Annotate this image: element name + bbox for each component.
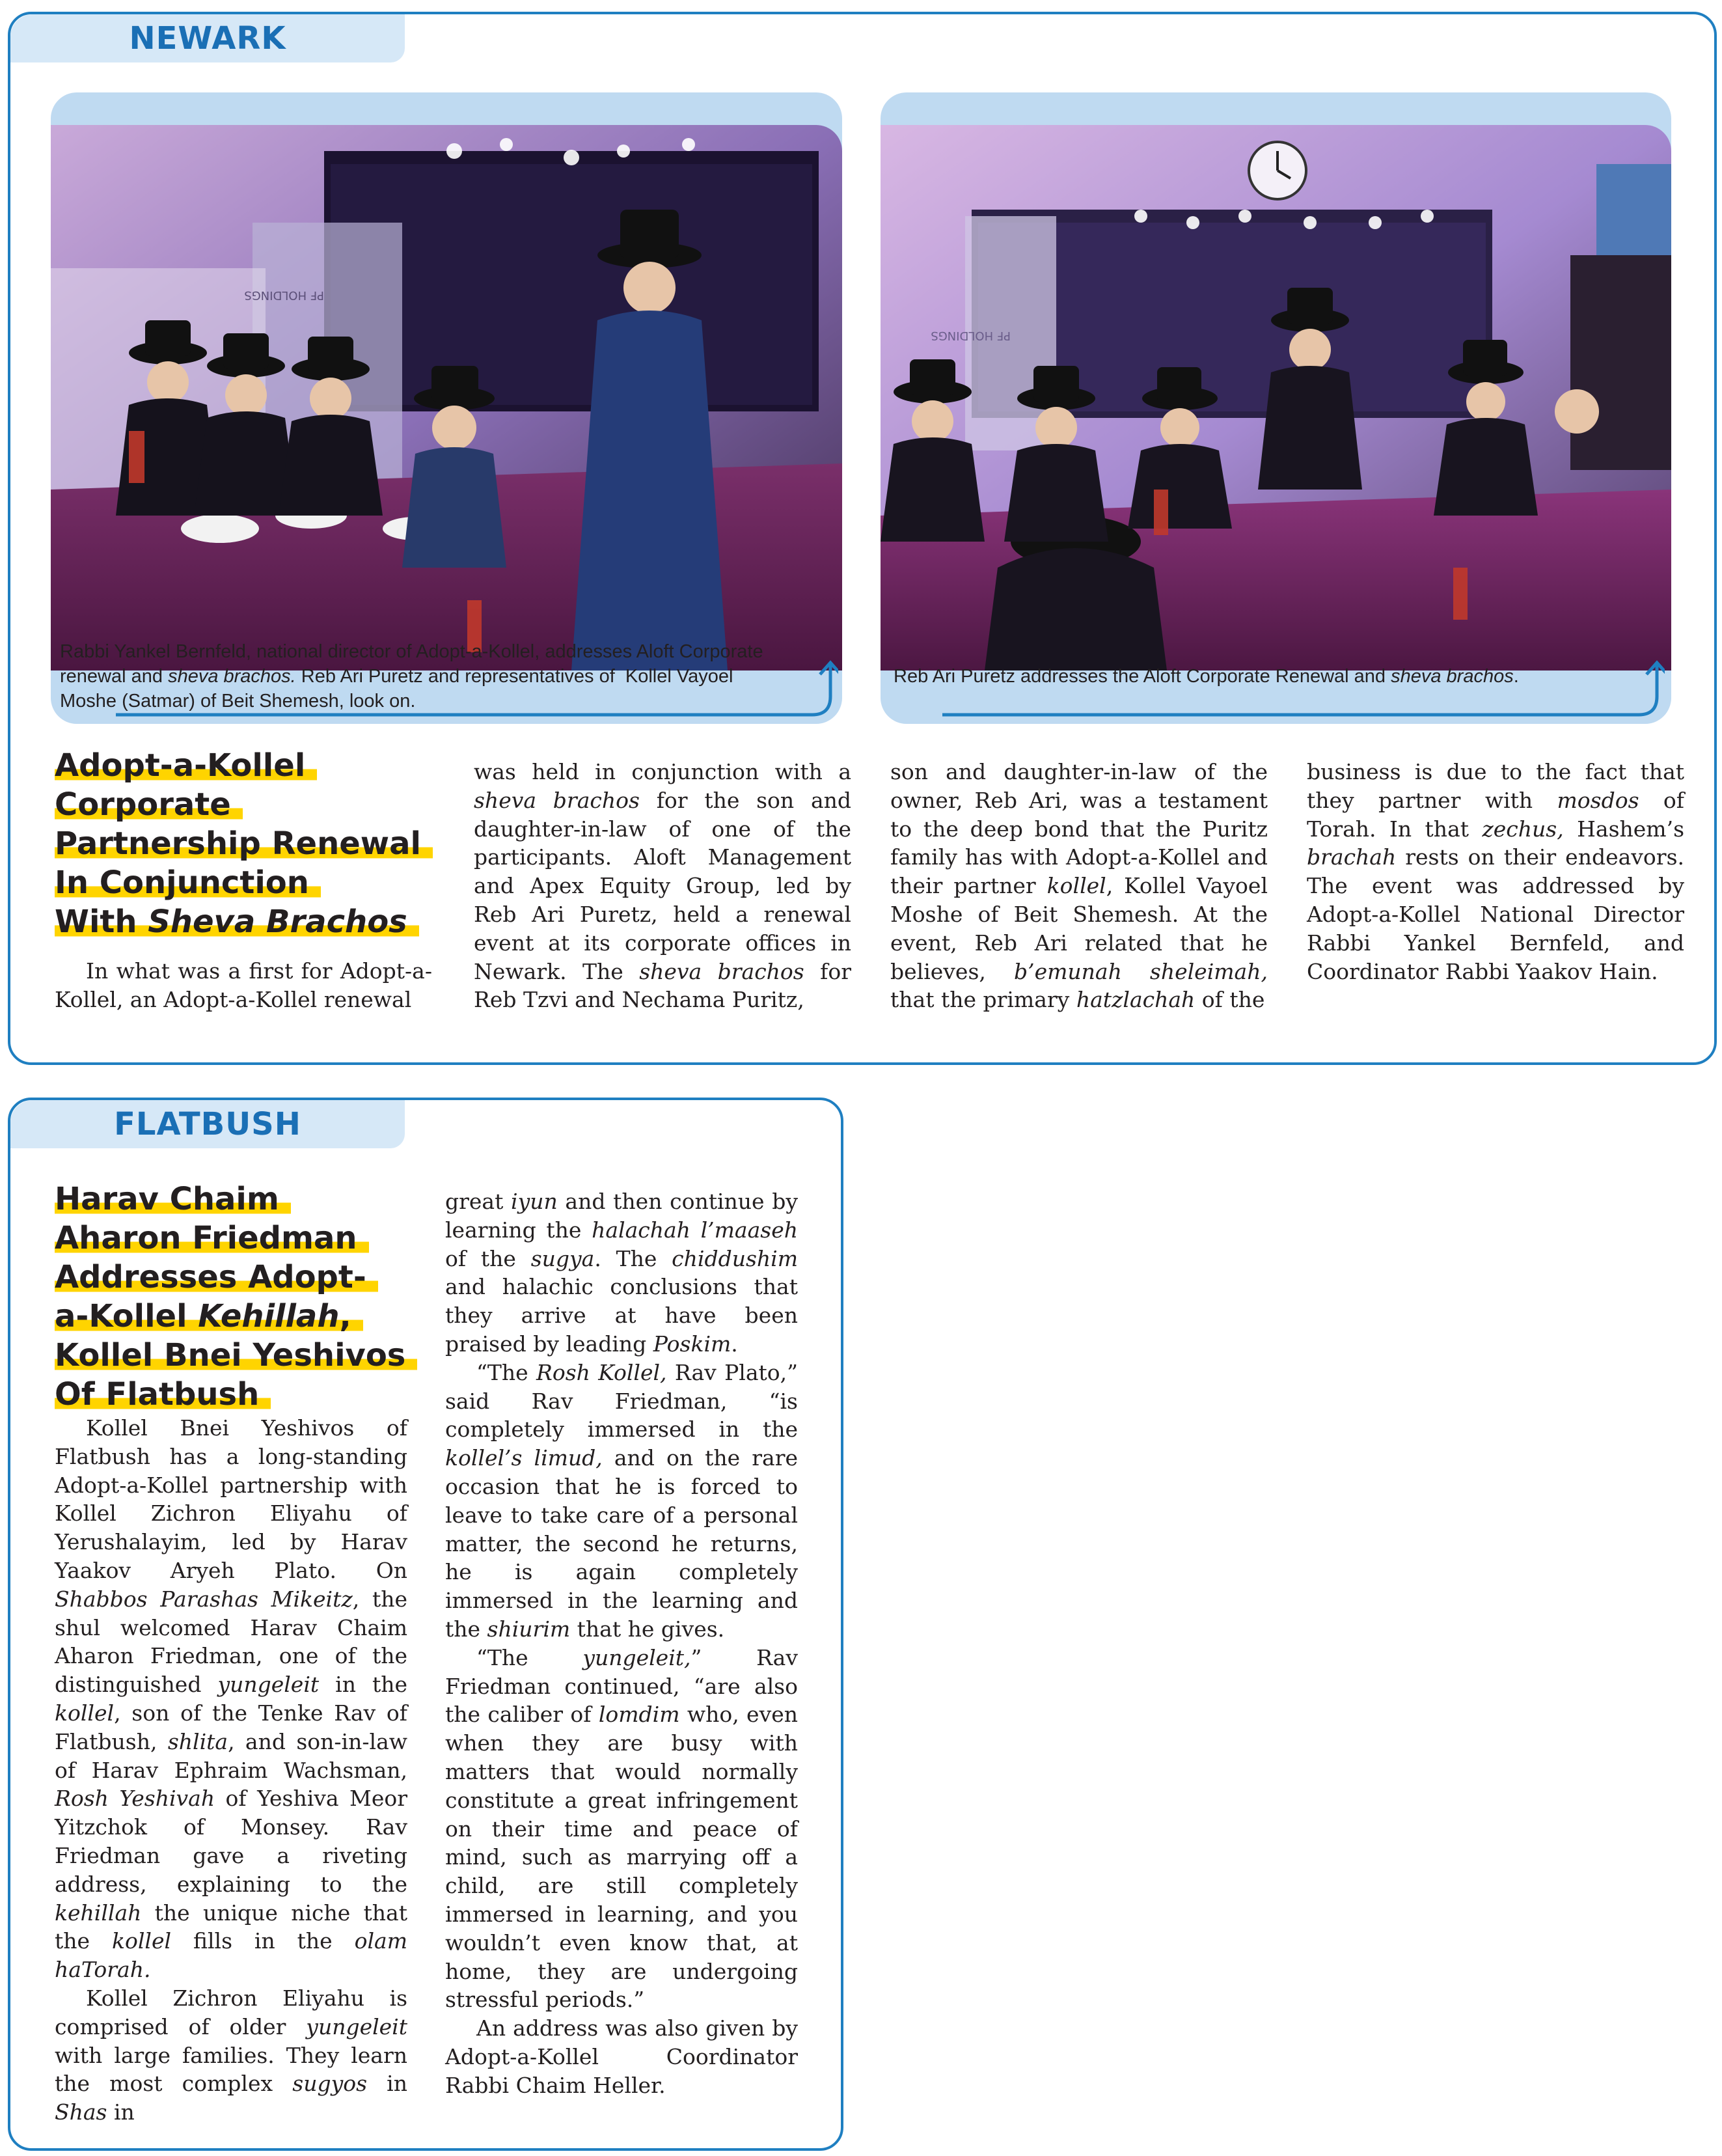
- newark-headline-line5-a: With: [55, 904, 148, 940]
- newark-headline-line4: In Conjunction: [55, 864, 321, 901]
- newark-headline-line2: Corporate: [55, 786, 243, 823]
- flatbush-tab-label: FLATBUSH: [114, 1106, 301, 1142]
- flatbush-headline-line2: Aharon Friedman: [55, 1220, 369, 1256]
- flatbush-headline-line4-c: ,: [339, 1298, 351, 1334]
- newark-tab-label: NEWARK: [129, 20, 286, 57]
- flatbush-headline-line6: Of Flatbush: [55, 1376, 271, 1413]
- newark-body-col4: business is due to the fact that they partner with mosdos of Torah. In that zechus, Hashem’s brachah rests on their endeavors. The event was addressed by Adopt-a-Kollel National Director Rabbi Yankel Bernfeld, and Coordinator Rabbi Yaakov Hain.: [1307, 759, 1684, 984]
- photo-card-right: [881, 92, 1671, 724]
- newark-section-tab: [10, 14, 405, 62]
- photo-caption-right: Reb Ari Puretz addresses the Aloft Corporate Renewal and sheva brachos.: [894, 666, 1519, 687]
- flatbush-headline-line4-a: a-Kollel: [55, 1298, 198, 1334]
- flatbush-headline: [55, 1180, 432, 1414]
- newark-body-col3: son and daughter-in-law of the owner, Reb Ari, was a testament to the deep bond that the Puritz family has with Adopt-a-Kollel and their partner kollel, Kollel Vayoel Moshe of Beit Shemesh. At the event, Reb Ari related that he believes, b’emunah sheleimah, that the primary hatzlachah of the: [890, 759, 1268, 1013]
- caption-arrow-icon-right: [942, 659, 1665, 724]
- photo-caption-left: Rabbi Yankel Bernfeld, national director of Adopt-a-Kollel, addresses Aloft Corporate renewal and sheva brachos. Reb Ari Puretz and representatives of Kollel Vayoel Moshe (Satmar) of Beit Shemesh, look on.: [60, 641, 763, 712]
- newark-body-col1: In what was a first for Adopt-a-Kollel, an Adopt-a-Kollel renewal: [55, 958, 432, 1012]
- flatbush-headline-line1: Harav Chaim: [55, 1181, 291, 1217]
- caption-arrow-icon: [116, 659, 838, 724]
- event-photo-right: [881, 125, 1671, 670]
- flatbush-headline-line3: Addresses Adopt-: [55, 1259, 378, 1295]
- newark-headline-line3: Partnership Renewal: [55, 825, 433, 862]
- flatbush-body-col2: great iyun and then continue by learning the halachah l’maaseh of the sugya. The chiddushim and halachic conclusions that they arrive at have been praised by leading Poskim. “The Rosh Kollel, Rav Plato,” said Rav Friedman, “is completely immersed in the kollel’s limud, and on the rare occasion that he is forced to leave to take care of a personal matter, the second he returns, he is again completely immersed in the learning and the shiurim that he gives. “The yungeleit,” Rav Friedman continued, “are also the caliber of lomdim who, even when they are busy with matters that would normally constitute a great infringement on their time and peace of mind, such as marrying off a child, are still completely immersed in learning, and you wouldn’t even know that, at home, they are undergoing stressful periods.” An address was also given by Adopt-a-Kollel Coordinator Rabbi Chaim Heller.: [445, 1189, 799, 2098]
- flatbush-headline-line5: Kollel Bnei Yeshivos: [55, 1337, 417, 1374]
- flatbush-section-tab: [10, 1100, 405, 1148]
- flatbush-body-col1: Kollel Bnei Yeshivos of Flatbush has a long-standing Adopt-a-Kollel partnership with Kollel Zichron Eliyahu of Yerushalayim, led by Harav Yaakov Aryeh Plato. On Shabbos Parashas Mikeitz, the shul welcomed Harav Chaim Aharon Friedman, one of the distinguished yungeleit in the kollel, son of the Tenke Rav of Flatbush, shlita, and son-in-law of Harav Ephraim Wachsman, Rosh Yeshivah of Yeshiva Meor Yitzchok of Monsey. Rav Friedman gave a riveting address, explaining to the kehillah the unique niche that the kollel fills in the olam haTorah. Kollel Zichron Eliyahu is comprised of older yungeleit with large families. They learn the most complex sugyos in Shas in: [55, 1415, 408, 2125]
- photo-sign-text-right: PF HOLDINGS: [931, 329, 1011, 342]
- event-photo-left: [51, 125, 842, 670]
- newark-headline: [55, 746, 445, 941]
- newark-body-col2: was held in conjunction with a sheva brachos for the son and daughter-in-law of one of the participants. Aloft Management and Apex Equity Group, led by Reb Ari Puretz, held a renewal event at its corporate offices in Newark. The sheva brachos for Reb Tzvi and Nechama Puritz,: [474, 759, 852, 1013]
- photo-sign-text: PF HOLDINGS: [244, 288, 324, 302]
- photo-card-left: [51, 92, 842, 724]
- newark-headline-line1: Adopt-a-Kollel: [55, 747, 317, 784]
- flatbush-headline-line4-b: Kehillah: [198, 1298, 340, 1334]
- newark-headline-line5-b: Sheva Brachos: [148, 904, 407, 940]
